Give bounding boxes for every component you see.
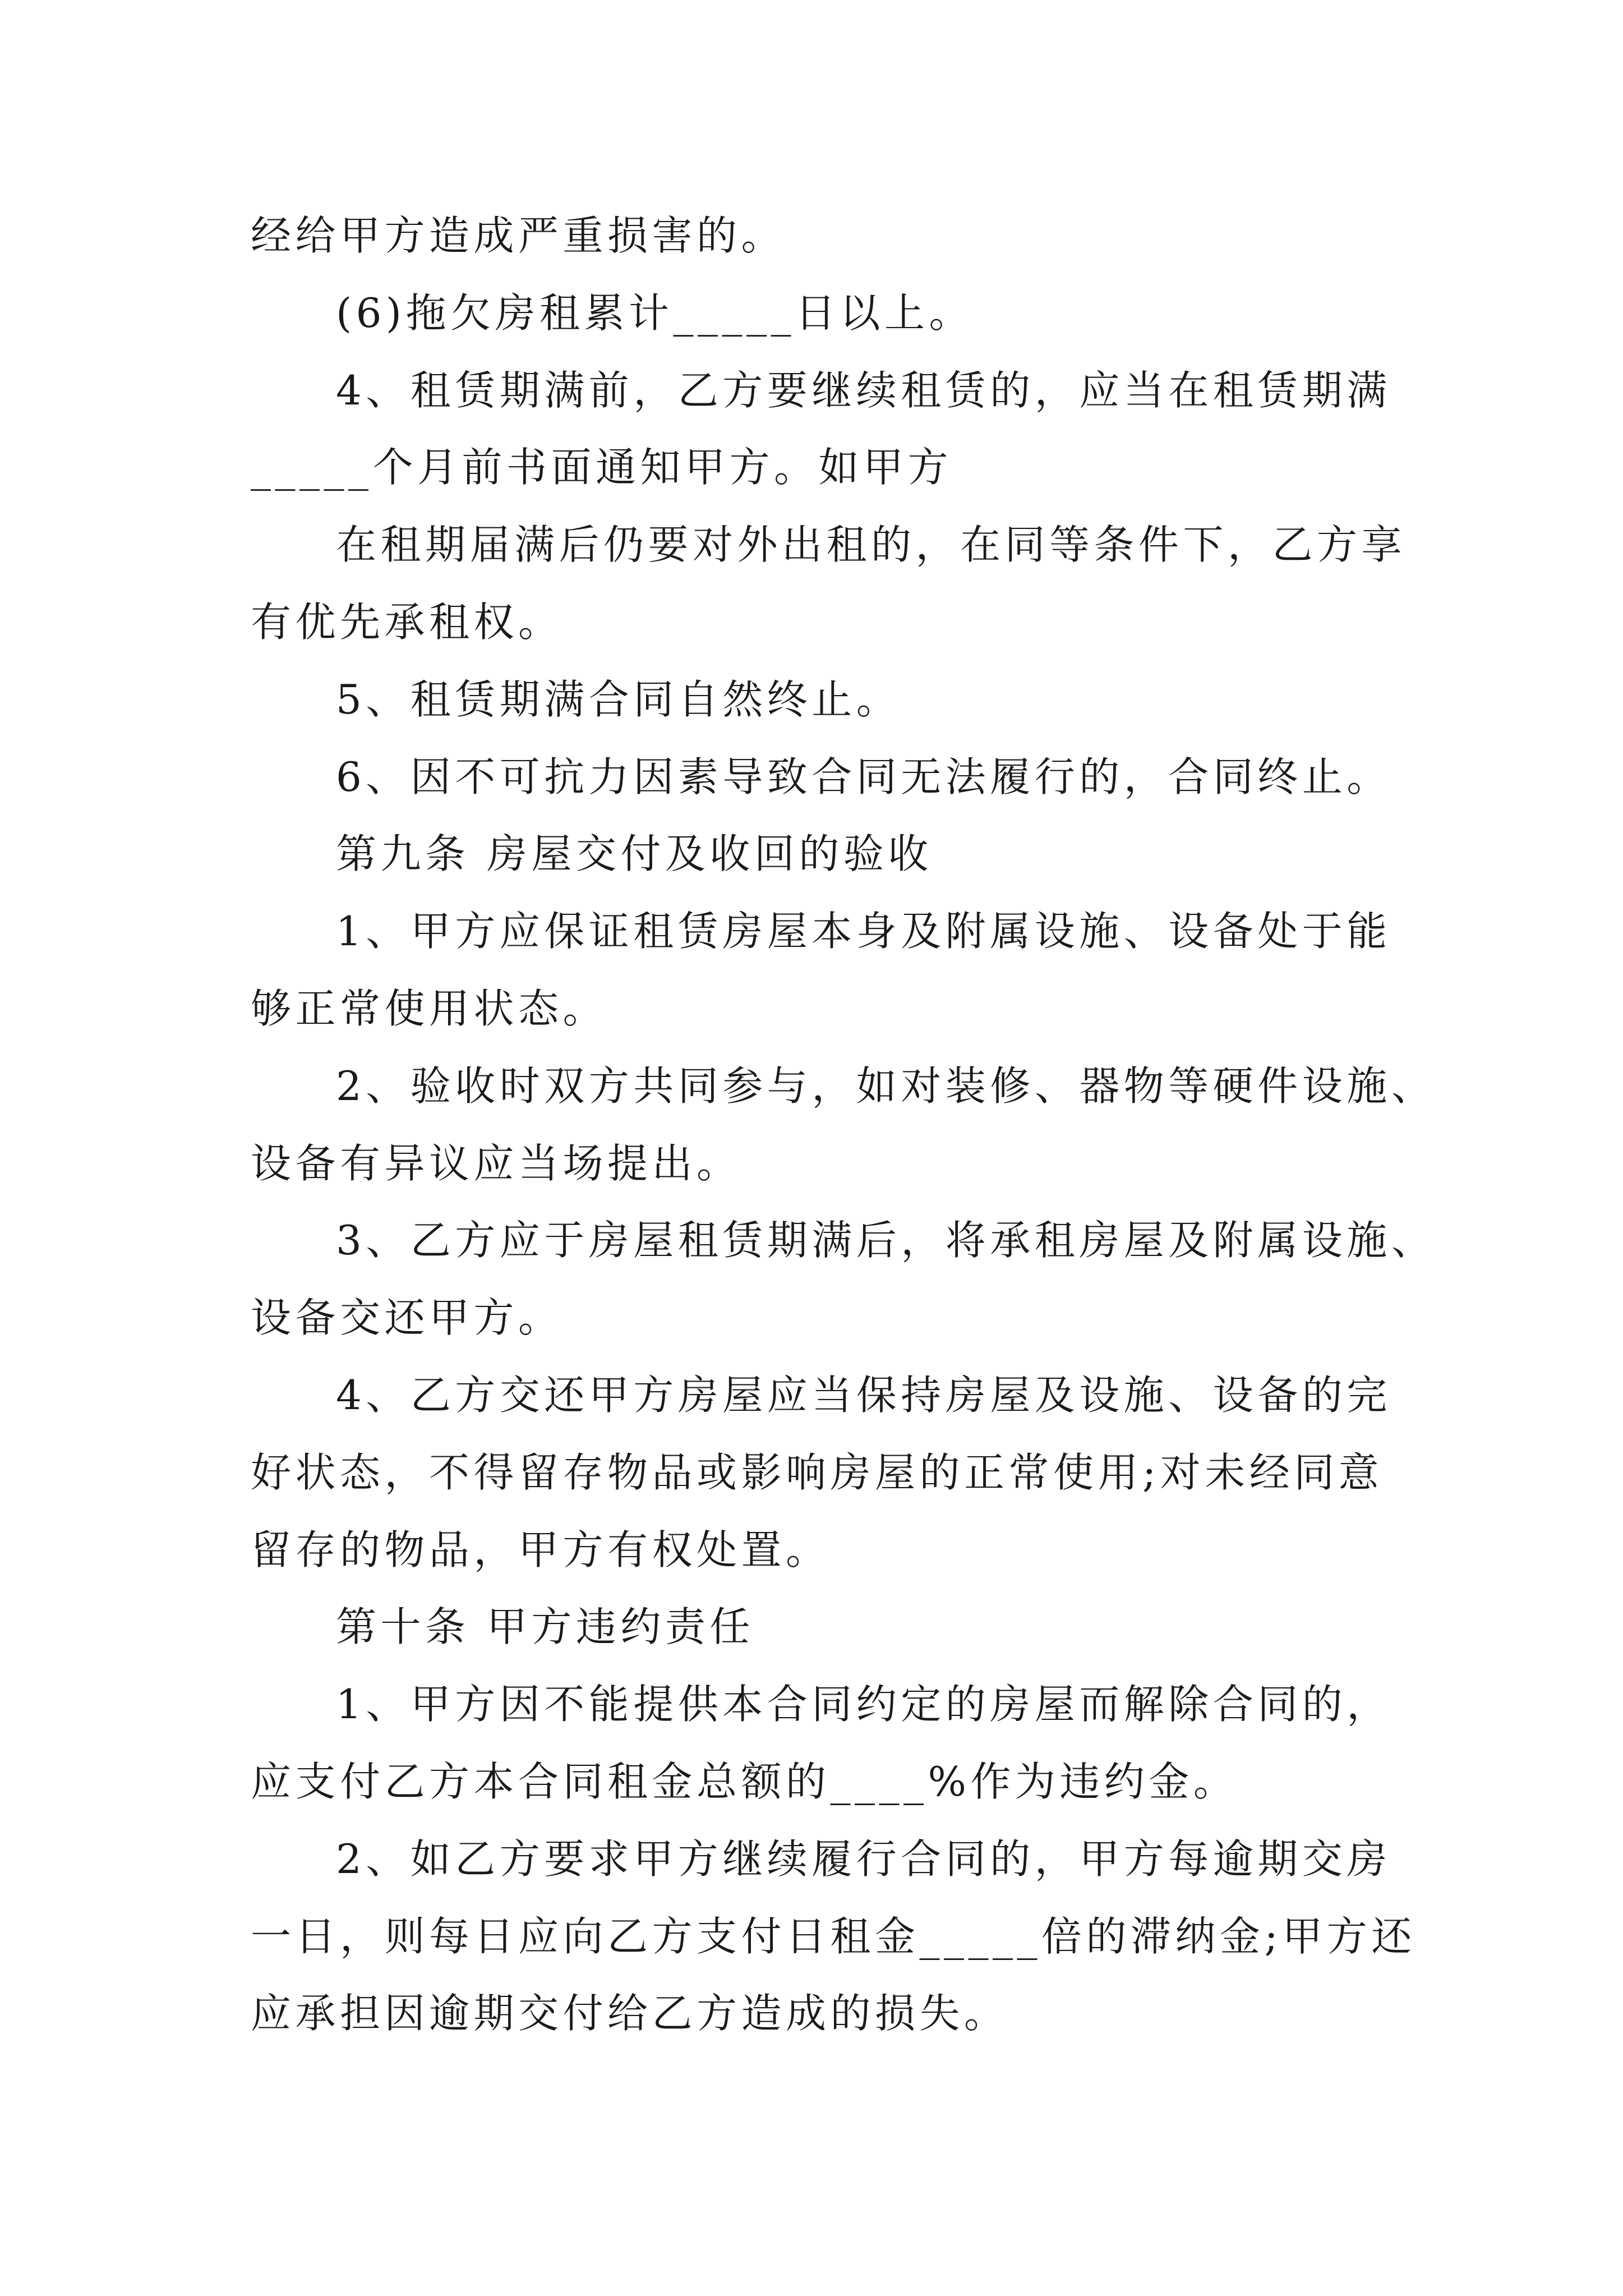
paragraph-article-9-item-2 bbox=[251, 1048, 1541, 1203]
paragraph-article-9-item-1 bbox=[251, 893, 1541, 1048]
paragraph-line: 在租期届满后仍要对外出租的，在同等条件下，乙方享 bbox=[336, 521, 1407, 569]
paragraph-article-10-item-2 bbox=[251, 1821, 1541, 2053]
paragraph-line: 设备有异议应当场提出。 bbox=[251, 1139, 741, 1187]
paragraph-article-10-item-1 bbox=[251, 1666, 1541, 1821]
paragraph-line: 2、验收时双方共同参与，如对装修、器物等硬件设施、 bbox=[336, 1062, 1436, 1110]
paragraph-line: 够正常使用状态。 bbox=[251, 984, 608, 1032]
section-heading-article-10 bbox=[251, 1589, 1541, 1666]
section-heading: 第九条 房屋交付及收回的验收 bbox=[336, 830, 933, 878]
paragraph-renewal-priority bbox=[251, 507, 1541, 661]
paragraph-line: 5、租赁期满合同自然终止。 bbox=[336, 675, 901, 723]
paragraph-line: 6、因不可抗力因素导致合同无法履行的，合同终止。 bbox=[336, 753, 1391, 800]
section-heading: 第十条 甲方违约责任 bbox=[336, 1603, 754, 1651]
paragraph-line: 应支付乙方本合同租金总额的____%作为违约金。 bbox=[251, 1757, 1238, 1805]
paragraph-line: 好状态，不得留存物品或影响房屋的正常使用;对未经同意 bbox=[251, 1448, 1384, 1496]
paragraph-line: 2、如乙方要求甲方继续履行合同的，甲方每逾期交房 bbox=[336, 1835, 1391, 1883]
section-heading-article-9 bbox=[251, 816, 1541, 893]
paragraph-line: 1、甲方因不能提供本合同约定的房屋而解除合同的， bbox=[336, 1681, 1391, 1728]
paragraph-line: 4、乙方交还甲方房屋应当保持房屋及设施、设备的完 bbox=[336, 1371, 1391, 1419]
paragraph-line: (6)拖欠房租累计_____日以上。 bbox=[336, 289, 974, 337]
paragraph-line: 4、租赁期满前，乙方要继续租赁的，应当在租赁期满 bbox=[336, 366, 1391, 414]
paragraph-line: 应承担因逾期交付给乙方造成的损失。 bbox=[251, 1990, 1009, 2037]
paragraph-line: 3、乙方应于房屋租赁期满后，将承租房屋及附属设施、 bbox=[336, 1217, 1436, 1264]
paragraph-line: _____个月前书面通知甲方。如甲方 bbox=[251, 444, 953, 491]
paragraph-clause-6 bbox=[251, 275, 1541, 352]
continued-paragraph bbox=[251, 197, 1541, 275]
paragraph-item-5 bbox=[251, 661, 1541, 739]
paragraph-item-4 bbox=[251, 352, 1541, 507]
document-body bbox=[251, 197, 1541, 2053]
paragraph-article-9-item-4 bbox=[251, 1357, 1541, 1589]
paragraph-line: 留存的物品，甲方有权处置。 bbox=[251, 1526, 831, 1573]
paragraph-article-9-item-3 bbox=[251, 1202, 1541, 1357]
paragraph-item-6 bbox=[251, 739, 1541, 816]
paragraph-line: 设备交还甲方。 bbox=[251, 1294, 563, 1342]
continued-line: 经给甲方造成严重损害的。 bbox=[251, 212, 786, 259]
paragraph-line: 有优先承租权。 bbox=[251, 598, 563, 646]
paragraph-line: 一日，则每日应向乙方支付日租金_____倍的滞纳金;甲方还 bbox=[251, 1912, 1416, 1960]
paragraph-line: 1、甲方应保证租赁房屋本身及附属设施、设备处于能 bbox=[336, 908, 1391, 955]
